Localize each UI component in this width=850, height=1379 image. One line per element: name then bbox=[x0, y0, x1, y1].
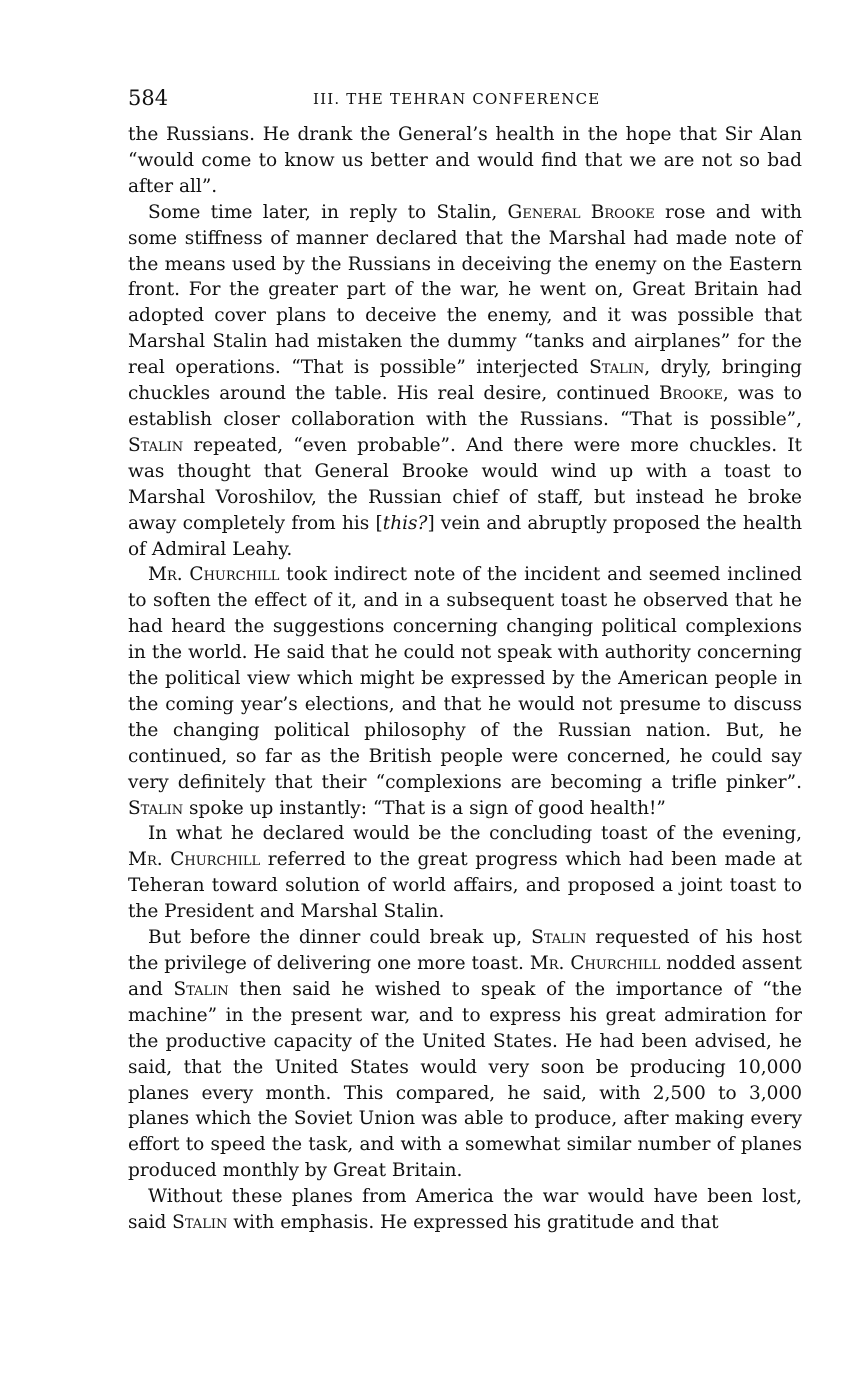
text-run: referred to the great progress which had been made at Teheran toward solution of world affairs, and proposed a joint toast to the President and Marshal Stalin. bbox=[128, 849, 802, 923]
speaker-name: Mr. Churchill bbox=[128, 849, 261, 871]
speaker-name: Mr. Churchill bbox=[148, 564, 280, 586]
paragraph-4 bbox=[128, 821, 802, 925]
speaker-name: Stalin bbox=[589, 357, 645, 379]
text-run: with emphasis. He expressed his gratitude and that bbox=[227, 1212, 719, 1234]
speaker-name: General Brooke bbox=[507, 201, 655, 223]
text-run: the Russians. He drank the General’s health in the hope that Sir Alan “would come to know us better and would find that we are not so bad after all”. bbox=[128, 124, 802, 197]
text-run: Without these planes from America the war would have been lost, said bbox=[128, 1186, 802, 1234]
book-page bbox=[128, 84, 802, 1236]
speaker-name: Mr. Churchill bbox=[529, 953, 661, 974]
text-run: In what he declared would be the concluding toast of the evening, bbox=[148, 823, 802, 845]
body-text bbox=[128, 122, 802, 1236]
text-run: spoke up instantly: “That is a sign of good health!” bbox=[183, 797, 666, 819]
speaker-name: Stalin bbox=[172, 1212, 228, 1234]
text-run: took indirect note of the incident and seemed inclined to soften the effect of it, and in a subsequent toast he observed that he had heard the suggestions concerning changing political complexions in the world. He said that he could not speak with authority concerning the political view which might be expressed by the American people in the coming year’s elections, and that he would not presume to discuss the changing political philosophy of the Russian nation. But, he continued, so far as the British people were concerned, he could say very definitely that their “complexions are becoming a trifle pinker”. bbox=[128, 564, 803, 793]
speaker-name: Stalin bbox=[173, 978, 229, 1000]
text-run: Some time later, in reply to Stalin, bbox=[148, 201, 508, 223]
editorial-insertion: this? bbox=[382, 512, 428, 534]
text-run: then said he wished to speak of the importance of “the machine” in the present war, and to express his great admiration for the productive capacity of the United States. He had been advised, he said, that the United States would very soon be producing 10,000 planes every month. This compared, he said, with 2,500 to 3,000 planes which the Soviet Union was able to produce, after making every effort to speed the task, and with a somewhat similar number of planes produced monthly by Great Britain. bbox=[128, 978, 802, 1182]
running-head bbox=[128, 84, 802, 116]
text-run: , dryly, bringing chuckles around the table. His real desire, continued bbox=[128, 357, 802, 405]
text-run: requested of his host the privilege of delivering one more toast. bbox=[128, 927, 802, 974]
text-run: nodded assent and bbox=[128, 953, 802, 1000]
paragraph-1 bbox=[128, 122, 802, 200]
paragraph-2 bbox=[128, 200, 802, 563]
text-run: , was to establish closer collaboration with the Russians. “That is possible”, bbox=[128, 383, 802, 430]
text-run: rose and with some stiffness of manner declared that the Marshal had made note of the means used by the Russians in deceiving the enemy on the Eastern front. For the greater part of the war, he went on, Great Britain had adopted cover plans to deceive the enemy, and it was possible that Marshal Stalin had mistaken the dummy “tanks and airplanes” for the real operations. “That is possible” interjected bbox=[128, 201, 802, 379]
text-run: repeated, “even probable”. And there were more chuckles. It was thought that General Brooke would wind up with a toast to Marshal Voroshilov, the Russian chief of staff, but instead he broke away completely from his [ bbox=[128, 434, 802, 534]
paragraph-5 bbox=[128, 925, 802, 1184]
running-head-title: III. THE TEHRAN CONFERENCE bbox=[313, 90, 601, 108]
page-number: 584 bbox=[128, 86, 169, 110]
speaker-name: Brooke bbox=[658, 383, 723, 405]
speaker-name: Stalin bbox=[128, 797, 184, 819]
text-run: ] vein and abruptly proposed the health of Admiral Leahy. bbox=[128, 512, 802, 560]
speaker-name: Stalin bbox=[128, 434, 184, 456]
paragraph-3 bbox=[128, 562, 802, 821]
text-run: But before the dinner could break up, bbox=[148, 927, 532, 949]
paragraph-6 bbox=[128, 1184, 802, 1236]
speaker-name: Stalin bbox=[531, 927, 587, 949]
